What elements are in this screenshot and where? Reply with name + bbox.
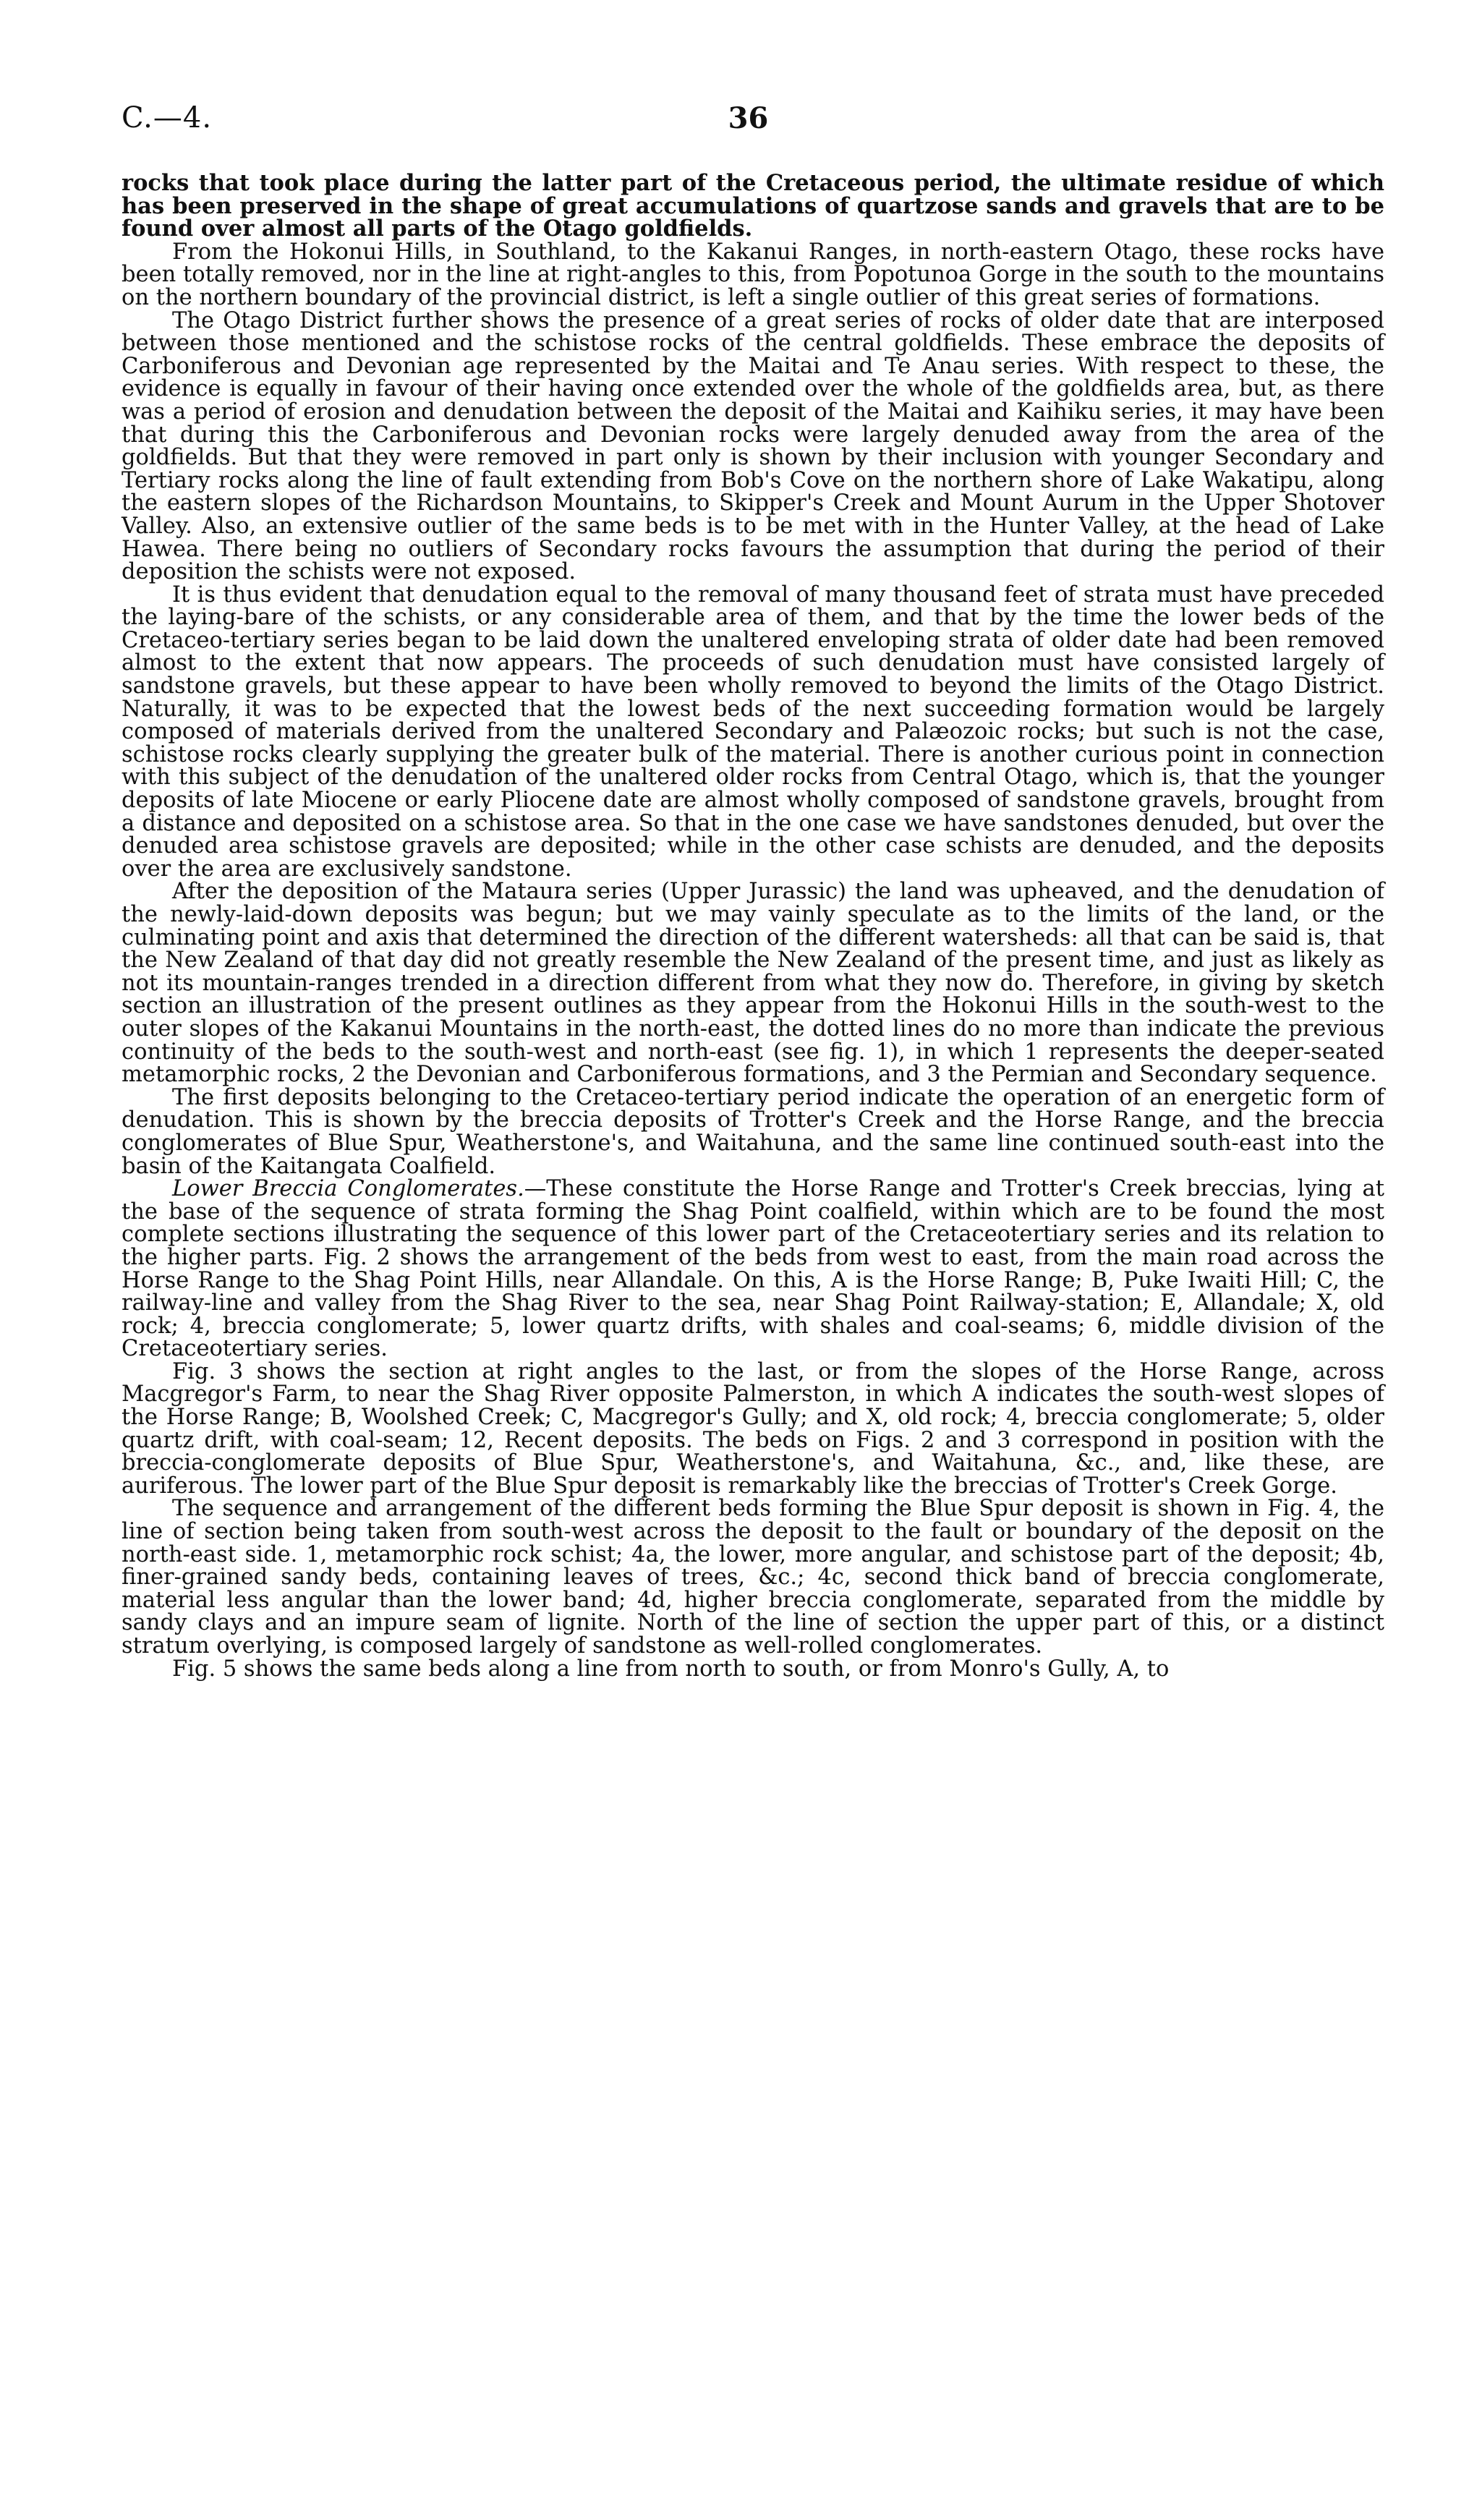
paragraph-lower-breccia-text: —These constitute the Horse Range and Trotter's Creek breccias, lying at the base of the sequence of strata forming the Shag Point coalfield, within which are to be found the most complete sections illustrating the sequence of this lower part of the Cretaceotertiary series and its relation to the higher parts. Fig. 2 shows the arrangement of the beds from west to east, from the main road across the Horse Range to the Shag Point Hills, near Allandale. On this, A is the Horse Range; B, Puke Iwaiti Hill; C, the railway-line and valley from the Shag River to the sea, near Shag Point Railway-station; E, Allandale; X, old rock; 4, breccia conglomerate; 5, lower quartz drifts, with shales and coal-seams; 6, middle division of the Cretaceotertiary series. xyxy=(122,1176,1385,1362)
paragraph-first-deposits: The first deposits belonging to the Cretaceo-tertiary period indicate the operation of an energetic form of denudation. This is shown by the breccia deposits of Trotter's Creek and the Horse Range, and the breccia conglomerates of Blue Spur, Weatherstone's, and Waitahuna, and the same line continued south-east into the basin of the Kaitangata Coalfield. xyxy=(122,1084,1384,1179)
paragraph-fig-3: Fig. 3 shows the section at right angles to the last, or from the slopes of the Horse Range, across Macgregor's Farm, to near the Shag River opposite Palmerston, in which A indicates the south-west slopes of the Horse Range; B, Woolshed Creek; C, Macgregor's Gully; and X, old rock; 4, breccia conglomerate; 5, older quartz drift, with coal-seam; 12, Recent deposits. The beds on Figs. 2 and 3 correspond in position with the breccia-conglomerate deposits of Blue Spur, Weatherstone's, and Waitahuna, &c., and, like these, are auriferous. The lower part of the Blue Spur deposit is remarkably like the breccias of Trotter's Creek Gorge. xyxy=(122,1358,1384,1499)
paragraph-fig-5: Fig. 5 shows the same beds along a line from north to south, or from Monro's Gully, A, to xyxy=(172,1656,1170,1682)
document-reference: C.—4. xyxy=(122,101,213,135)
page-header xyxy=(122,101,1375,145)
paragraph-lower-breccia xyxy=(122,1178,1384,1361)
body-text xyxy=(122,172,1384,1680)
paragraph-hokonui-hills: From the Hokonui Hills, in Southland, to the Kakanui Ranges, in north-eastern Otago, these rocks have been totally removed, nor in the line at right-angles to this, from Popotunoa Gorge in the south to the mountains on the northern boundary of the provincial district, is left a single outlier of this great series of formations. xyxy=(122,239,1384,310)
paragraph-fig-4: The sequence and arrangement of the different beds forming the Blue Spur deposit is shown in Fig. 4, the line of section being taken from south-west across the deposit to the fault or boundary of the deposit on the north-east side. 1, metamorphic rock schist; 4a, the lower, more angular, and schistose part of the deposit; 4b, finer-grained sandy beds, containing leaves of trees, &c.; 4c, second thick band of breccia conglomerate, material less angular than the lower band; 4d, higher breccia conglomerate, separated from the middle by sandy clays and an impure seam of lignite. North of the line of section the upper part of this, or a distinct stratum overlying, is composed largely of sandstone as well-rolled conglomerates. xyxy=(122,1496,1384,1659)
paragraph-denudation: It is thus evident that denudation equal to the removal of many thousand feet of strata must have preceded the laying-bare of the schists, or any considerable area of them, and that by the time the lower beds of the Cretaceo-tertiary series began to be laid down the unaltered enveloping strata of older date had been removed almost to the extent that now appears. The proceeds of such denudation must have consisted largely of sandstone gravels, but these appear to have been wholly removed to beyond the limits of the Otago District. Naturally, it was to be expected that the lowest beds of the next succeeding formation would be largely composed of materials derived from the unaltered Secondary and Palæozoic rocks; but such is not the case, schistose rocks clearly supplying the greater bulk of the material. There is another curious point in connection with this subject of the denudation of the unaltered older rocks from Central Otago, which is, that the younger deposits of late Miocene or early Pliocene date are almost wholly composed of sandstone gravels, brought from a distance and deposited on a schistose area. So that in the one case we have sandstones denuded, but over the denuded area schistose gravels are deposited; while in the other case schists are denuded, and the deposits over the area are exclusively sandstone. xyxy=(122,582,1384,882)
page-number: 36 xyxy=(728,101,769,135)
section-heading-lower-breccia: Lower Breccia Conglomerates. xyxy=(172,1176,524,1202)
paragraph-continued: rocks that took place during the latter part of the Cretaceous period, the ultimate residue of which has been preserved in the shape of great accumulations of quartzose sands and gravels that are to be found over almost all parts of the Otago goldfields. xyxy=(122,170,1384,242)
paragraph-mataura-series: After the deposition of the Mataura series (Upper Jurassic) the land was upheaved, and the denudation of the newly-laid-down deposits was begun; but we may vainly speculate as to the limits of the land, or the culminating point and axis that determined the direction of the different watersheds: all that can be said is, that the New Zealand of that day did not greatly resemble the New Zealand of the present time, and just as likely as not its mountain-ranges trended in a direction different from what they now do. Therefore, in giving by sketch section an illustration of the present outlines as they appear from the Hokonui Hills in the south-west to the outer slopes of the Kakanui Mountains in the north-east, the dotted lines do no more than indicate the previous continuity of the beds to the south-west and north-east (see fig. 1), in which 1 represents the deeper-seated metamorphic rocks, 2 the Devonian and Carboniferous formations, and 3 the Permian and Secondary sequence. xyxy=(122,879,1384,1088)
paragraph-older-rocks: The Otago District further shows the presence of a great series of rocks of older date that are interposed between those mentioned and the schistose rocks of the central goldfields. These embrace the deposits of Carboniferous and Devonian age represented by the Maitai and Te Anau series. With respect to these, the evidence is equally in favour of their having once extended over the whole of the goldfields area, but, as there was a period of erosion and denudation between the deposit of the Maitai and Kaihiku series, it may have been that during this the Carboniferous and Devonian rocks were largely denuded away from the area of the goldfields. But that they were removed in part only is shown by their inclusion with younger Secondary and Tertiary rocks along the line of fault extending from Bob's Cove on the northern shore of Lake Wakatipu, along the eastern slopes of the Richardson Mountains, to Skipper's Creek and Mount Aurum in the Upper Shotover Valley. Also, an extensive outlier of the same beds is to be met with in the Hunter Valley, at the head of Lake Hawea. There being no outliers of Secondary rocks favours the assumption that during the period of their deposition the schists were not exposed. xyxy=(122,307,1384,585)
